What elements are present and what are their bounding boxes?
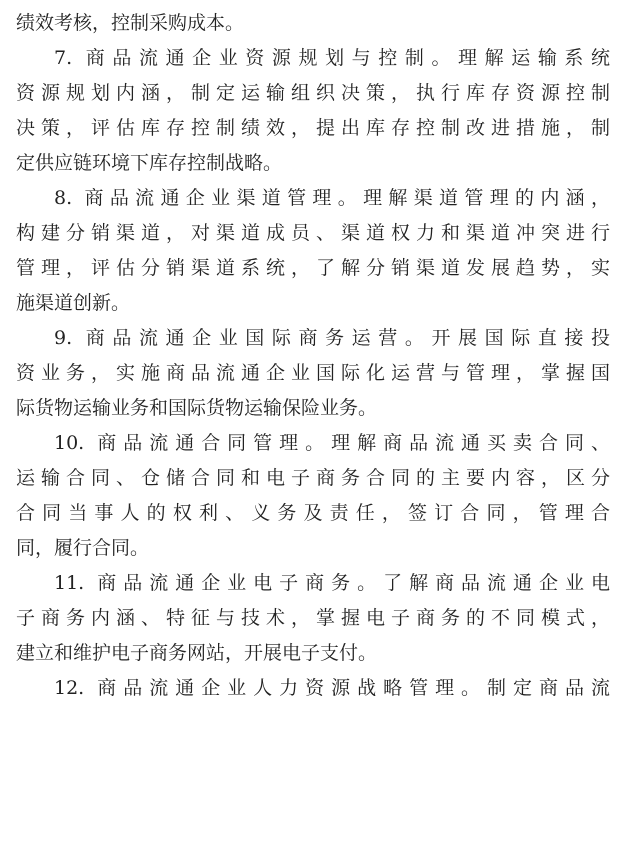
text-line-2: 7. 商品流通企业资源规划与控制。理解运输系统 — [54, 47, 610, 69]
text-line-11: 资业务，实施商品流通企业国际化运营与管理，掌握国 — [16, 362, 610, 384]
text-line-18: 子商务内涵、特征与技术，掌握电子商务的不同模式， — [16, 607, 610, 629]
text-line-6: 8. 商品流通企业渠道管理。理解渠道管理的内涵， — [54, 187, 610, 209]
text-line-7: 构建分销渠道，对渠道成员、渠道权力和渠道冲突进行 — [16, 222, 610, 244]
text-line-19: 建立和维护电子商务网站，开展电子支付。 — [16, 642, 378, 664]
text-line-14: 运输合同、仓储合同和电子商务合同的主要内容，区分 — [16, 467, 610, 489]
text-line-9: 施渠道创新。 — [16, 292, 131, 314]
text-line-13: 10. 商品流通合同管理。理解商品流通买卖合同、 — [54, 432, 610, 454]
text-line-10: 9. 商品流通企业国际商务运营。开展国际直接投 — [54, 327, 610, 349]
text-line-20: 12. 商品流通企业人力资源战略管理。制定商品流 — [54, 677, 610, 699]
text-line-4: 决策，评估库存控制绩效，提出库存控制改进措施，制 — [16, 117, 610, 139]
text-line-8: 管理，评估分销渠道系统，了解分销渠道发展趋势，实 — [16, 257, 610, 279]
text-line-12: 际货物运输业务和国际货物运输保险业务。 — [16, 397, 378, 419]
text-line-17: 11. 商品流通企业电子商务。了解商品流通企业电 — [54, 572, 610, 594]
text-line-16: 同，履行合同。 — [16, 537, 150, 559]
text-line-3: 资源规划内涵，制定运输组织决策，执行库存资源控制 — [16, 82, 610, 104]
document-page — [16, 6, 610, 706]
text-line-15: 合同当事人的权利、义务及责任，签订合同，管理合 — [16, 502, 610, 524]
text-line-1: 绩效考核，控制采购成本。 — [16, 12, 245, 34]
text-line-5: 定供应链环境下库存控制战略。 — [16, 152, 283, 174]
